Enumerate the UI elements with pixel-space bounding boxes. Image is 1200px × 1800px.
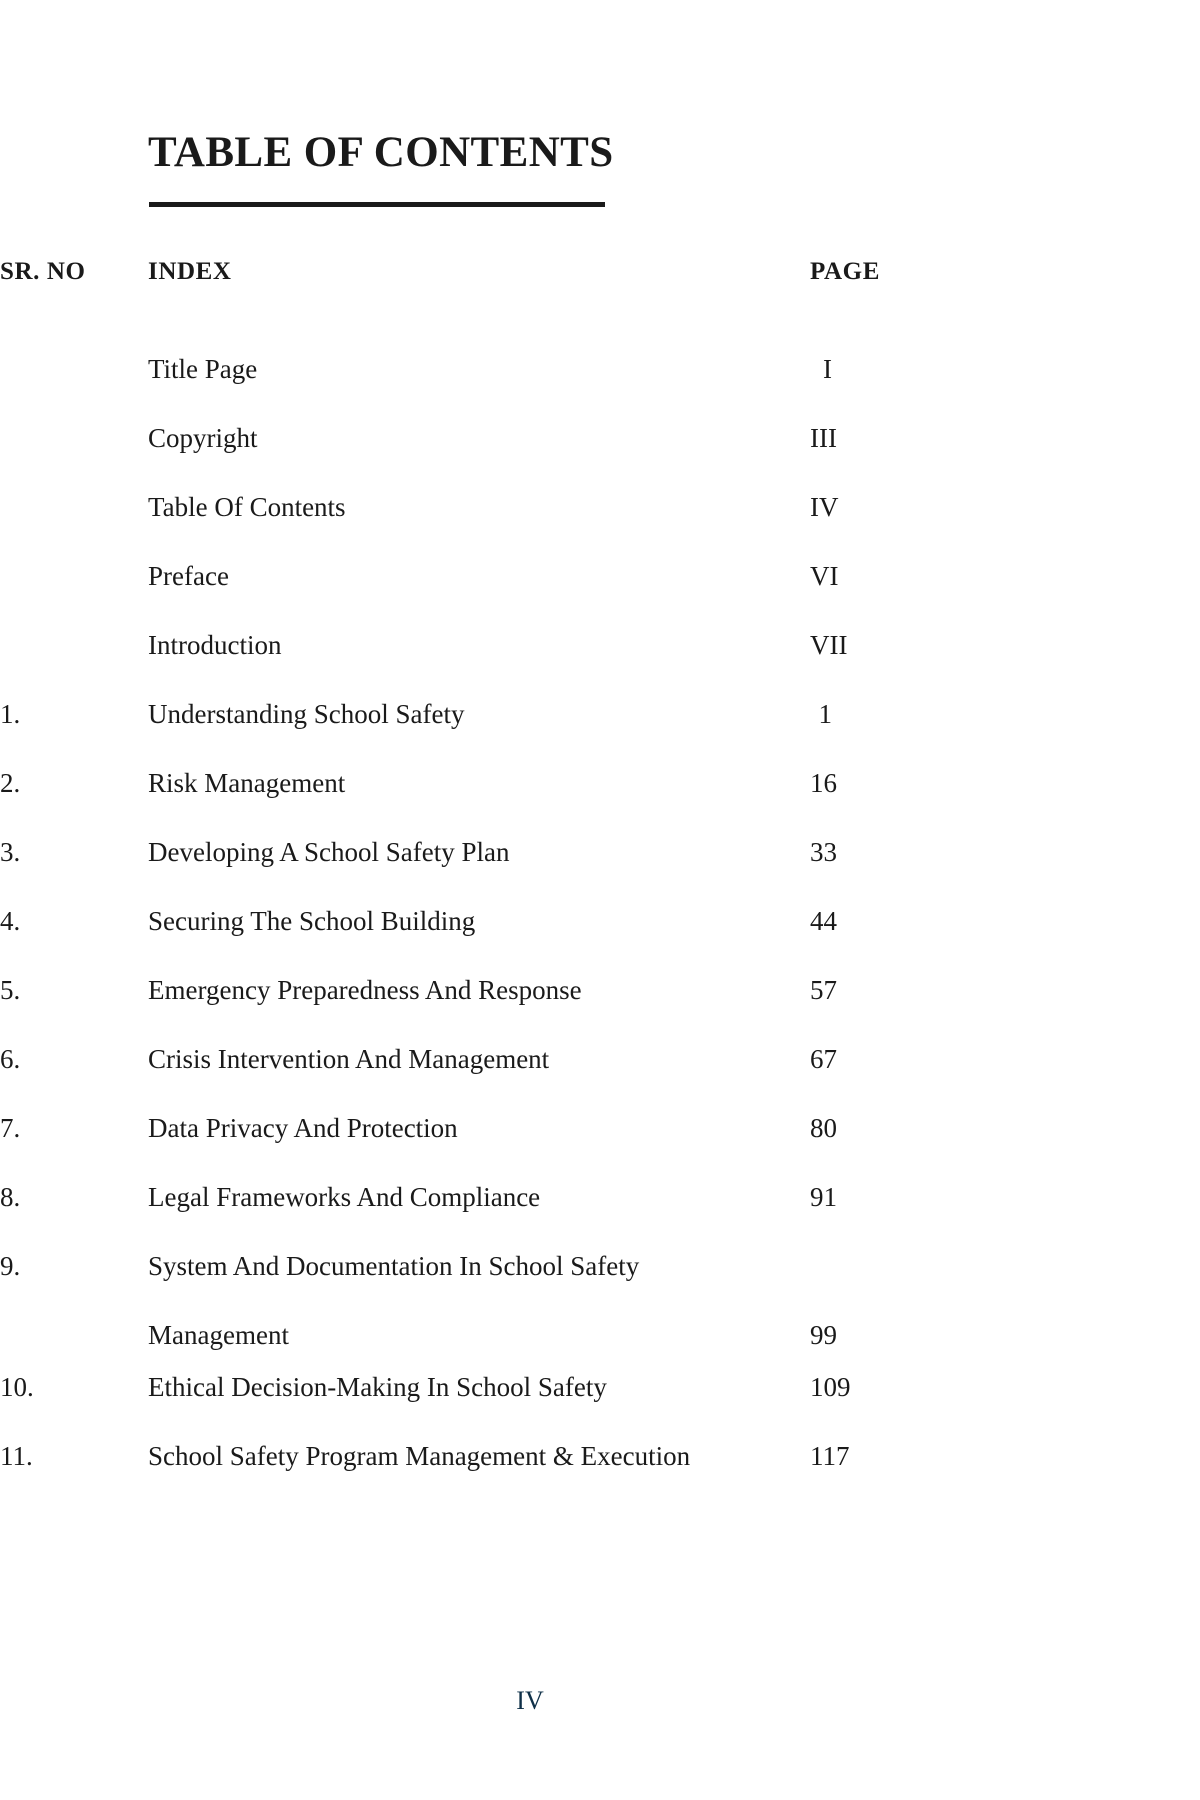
row-sr-label: 9.	[0, 1251, 21, 1281]
row-page-label: 67	[810, 1044, 837, 1074]
table-row[interactable]	[0, 699, 1200, 768]
row-page-label: 99	[810, 1320, 837, 1350]
row-index-label: System And Documentation In School Safety	[148, 1251, 640, 1281]
row-page-label: VI	[810, 561, 839, 591]
title-underline-rule	[149, 202, 605, 207]
table-row[interactable]	[0, 630, 1200, 699]
row-sr-label: 8.	[0, 1182, 21, 1212]
row-page-label: 109	[810, 1372, 851, 1402]
row-page-label: 80	[810, 1113, 837, 1143]
table-row[interactable]	[0, 492, 1200, 561]
row-page-label: 16	[810, 768, 837, 798]
row-sr-label: 3.	[0, 837, 21, 867]
row-index-label: School Safety Program Management & Execution	[148, 1441, 691, 1471]
row-index-label: Legal Frameworks And Compliance	[148, 1182, 541, 1212]
header-cell-page: PAGE	[810, 258, 880, 285]
page-number-footer: IV	[516, 1686, 544, 1715]
row-sr-cell	[0, 906, 148, 937]
row-index-label: Title Page	[148, 354, 258, 384]
row-page-label: IV	[810, 492, 839, 522]
row-sr-cell	[0, 1372, 148, 1403]
table-row[interactable]	[0, 1182, 1200, 1251]
header-body-spacer	[0, 312, 1200, 354]
row-page-label: III	[810, 423, 837, 453]
table-row-continuation[interactable]	[0, 1320, 1200, 1372]
table-row[interactable]	[0, 561, 1200, 630]
table-row[interactable]	[0, 1044, 1200, 1113]
table-row[interactable]	[0, 975, 1200, 1044]
header-cell-index: INDEX	[148, 258, 232, 285]
table-row[interactable]	[0, 768, 1200, 837]
row-sr-cell	[0, 975, 148, 1006]
table-header-row	[0, 258, 1200, 312]
header-label-sr-no: SR. NO	[0, 258, 86, 285]
row-page-label: I	[823, 354, 832, 384]
row-sr-label: 11.	[0, 1441, 33, 1471]
row-index-label: Understanding School Safety	[148, 699, 465, 729]
row-index-label: Data Privacy And Protection	[148, 1113, 458, 1143]
page-title: TABLE OF CONTENTS	[148, 129, 614, 176]
row-sr-label: 1.	[0, 699, 21, 729]
table-of-contents-table	[0, 258, 1200, 1510]
table-row[interactable]	[0, 423, 1200, 492]
row-index-label-continued: Management	[148, 1320, 289, 1350]
row-sr-cell	[0, 768, 148, 799]
table-row[interactable]	[0, 1441, 1200, 1510]
row-index-label: Preface	[148, 561, 229, 591]
row-sr-label: 5.	[0, 975, 21, 1005]
table-row[interactable]	[0, 1113, 1200, 1182]
table-row[interactable]	[0, 1251, 1200, 1320]
row-sr-cell	[0, 1441, 148, 1472]
row-sr-label: 2.	[0, 768, 21, 798]
row-sr-label: 6.	[0, 1044, 21, 1074]
row-page-label: 44	[810, 906, 837, 936]
row-sr-cell	[0, 1113, 148, 1144]
row-sr-cell	[0, 699, 148, 730]
row-index-label: Emergency Preparedness And Response	[148, 975, 582, 1005]
row-index-label: Risk Management	[148, 768, 346, 798]
row-page-label: 33	[810, 837, 837, 867]
row-index-label: Crisis Intervention And Management	[148, 1044, 550, 1074]
row-sr-cell	[0, 1044, 148, 1075]
row-index-label: Copyright	[148, 423, 258, 453]
row-page-label: 91	[810, 1182, 837, 1212]
row-index-label: Ethical Decision-Making In School Safety	[148, 1372, 607, 1402]
row-sr-cell	[0, 1182, 148, 1213]
row-sr-label: 4.	[0, 906, 21, 936]
row-sr-label: 10.	[0, 1372, 34, 1402]
row-page-label: 57	[810, 975, 837, 1005]
table-row[interactable]	[0, 906, 1200, 975]
row-sr-cell	[0, 1251, 148, 1282]
row-page-label: VII	[810, 630, 848, 660]
row-page-label: 1	[818, 699, 832, 729]
table-row[interactable]	[0, 354, 1200, 423]
row-sr-cell	[0, 837, 148, 868]
table-row[interactable]	[0, 1372, 1200, 1441]
row-index-label: Introduction	[148, 630, 282, 660]
header-cell-sr-no	[0, 258, 148, 286]
row-index-label: Developing A School Safety Plan	[148, 837, 510, 867]
row-sr-label: 7.	[0, 1113, 21, 1143]
row-page-label: 117	[810, 1441, 850, 1471]
table-row[interactable]	[0, 837, 1200, 906]
row-index-label: Securing The School Building	[148, 906, 476, 936]
row-index-label: Table Of Contents	[148, 492, 346, 522]
